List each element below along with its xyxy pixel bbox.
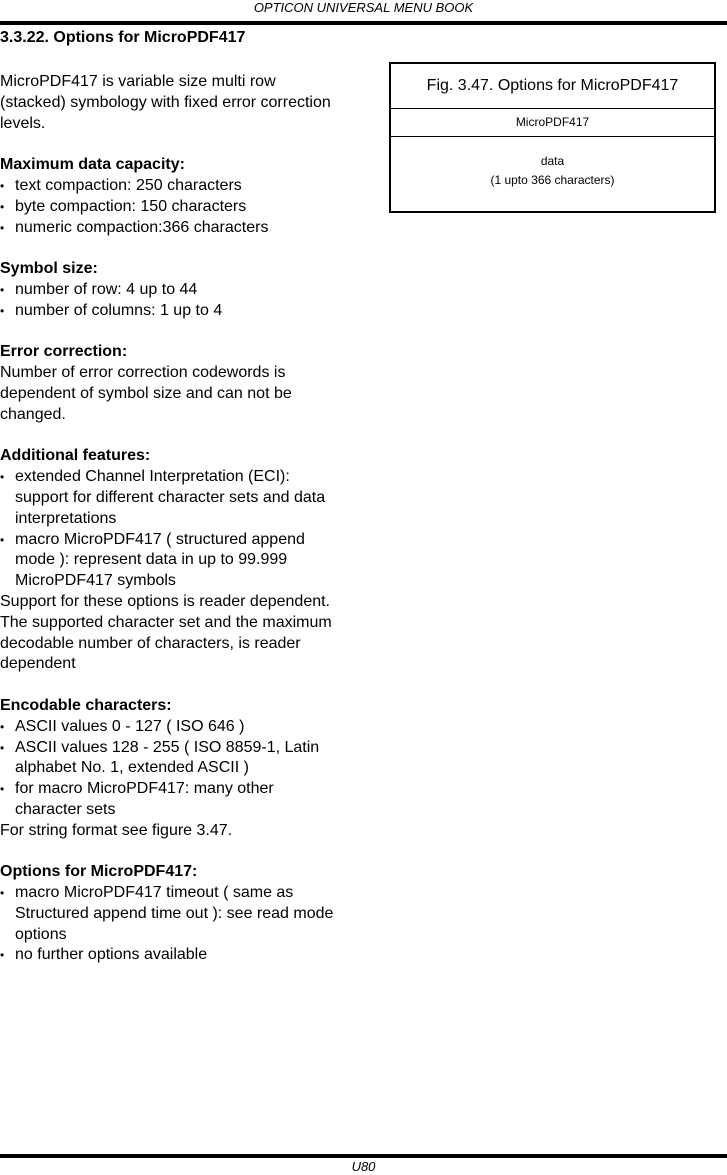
- page-number: U80: [351, 1159, 376, 1174]
- capacity-heading: Maximum data capacity:: [0, 156, 185, 174]
- body-text: [0, 72, 352, 966]
- footer-rule: [0, 1154, 727, 1158]
- figure-data-cell: [391, 137, 714, 190]
- list-item: • extended Channel Interpretation (ECI): support for different character sets and data interpretations: [0, 467, 352, 529]
- list-item: • no further options available: [0, 945, 352, 966]
- list-item: • for macro MicroPDF417: many other character sets: [0, 779, 352, 821]
- list-item: • number of columns: 1 up to 4: [0, 301, 352, 322]
- error-correction-text: Number of error correction codewords is dependent of symbol size and can not be changed.: [0, 364, 292, 423]
- list-item: • macro MicroPDF417 ( structured append mode ): represent data in up to 99.999 MicroPDF417 symbols: [0, 530, 352, 592]
- figure-title: Fig. 3.47. Options for MicroPDF417: [391, 64, 714, 109]
- reader-dependent-note: Support for these options is reader dependent. The supported character set and the maximum decodable number of characters, is reader dependent: [0, 592, 332, 673]
- figure-data-label: data: [540, 154, 565, 168]
- running-header: OPTICON UNIVERSAL MENU BOOK: [253, 0, 474, 15]
- symbol-size-heading: Symbol size:: [0, 260, 98, 278]
- options-heading: Options for MicroPDF417:: [0, 863, 198, 881]
- list-item: • ASCII values 0 - 127 ( ISO 646 ): [0, 717, 352, 738]
- intro-text: MicroPDF417 is variable size multi row (stacked) symbology with fixed error correction levels.: [0, 73, 331, 132]
- string-format-note: For string format see figure 3.47.: [0, 821, 233, 839]
- error-correction-heading: Error correction:: [0, 343, 128, 361]
- symbol-size-list: [0, 280, 352, 322]
- additional-features-heading: Additional features:: [0, 447, 151, 465]
- figure-symbology-row: MicroPDF417: [391, 109, 714, 137]
- list-item: • ASCII values 128 - 255 ( ISO 8859-1, Latin alphabet No. 1, extended ASCII ): [0, 738, 352, 780]
- list-item: • numeric compaction:366 characters: [0, 218, 352, 239]
- figure-data-note: (1 upto 366 characters): [490, 173, 615, 187]
- header-rule: [0, 21, 727, 25]
- list-item: • byte compaction: 150 characters: [0, 197, 352, 218]
- list-item: • macro MicroPDF417 timeout ( same as Structured append time out ): see read mode options: [0, 883, 352, 945]
- list-item: • text compaction: 250 characters: [0, 176, 352, 197]
- section-title: 3.3.22. Options for MicroPDF417: [0, 29, 246, 46]
- encodable-list: [0, 717, 352, 821]
- additional-features-list: [0, 467, 352, 592]
- options-list: [0, 883, 352, 966]
- list-item: • number of row: 4 up to 44: [0, 280, 352, 301]
- capacity-list: [0, 176, 352, 238]
- figure-box: [389, 62, 716, 213]
- encodable-heading: Encodable characters:: [0, 696, 172, 714]
